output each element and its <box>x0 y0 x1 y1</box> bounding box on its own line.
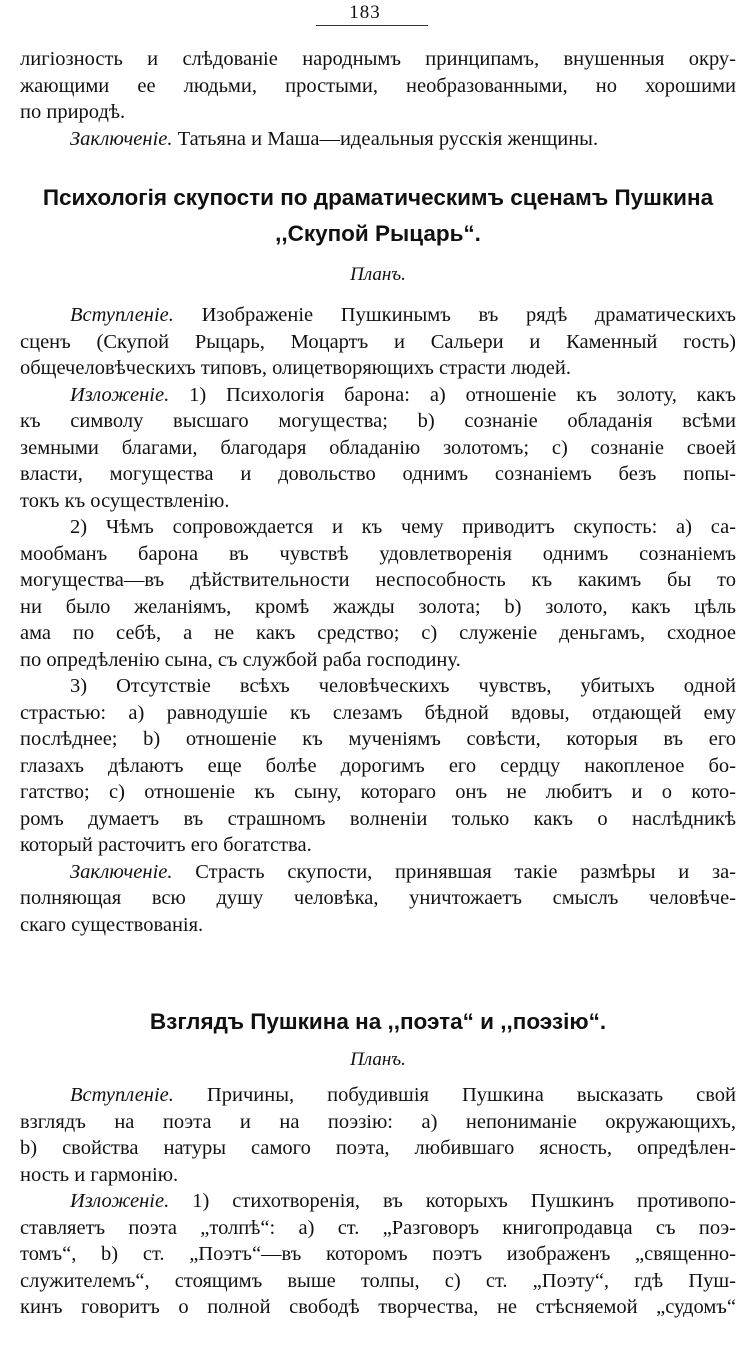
text-line: ность и гармонію. <box>20 1163 179 1186</box>
text-line: глазахъ дѣлаютъ еще болѣе дорогимъ его сердцу накопленое бо- <box>20 754 736 777</box>
text-line: кинъ говоритъ о полной свободѣ творчества, не стѣсняемой „судомъ“ <box>20 1296 736 1318</box>
text-line: служителемъ“, стоящимъ выше толпы, с) ст. „Поэту“, гдѣ Пуш- <box>20 1269 736 1292</box>
intro-label: Вступленіе. <box>70 1084 174 1106</box>
page-number: 183 <box>349 2 381 23</box>
heading-line: Взглядъ Пушкина на ,,поэта“ и ,,поэзію“. <box>149 1009 607 1034</box>
conclusion-line <box>20 859 736 886</box>
text-line: страстью: а) равнодушіе къ слезамъ бѣдной вдовы, отдающей ему <box>20 701 736 724</box>
section2-body <box>20 1082 736 1321</box>
intro-label: Вступленіе. <box>70 304 174 326</box>
text-line: взглядъ на поэта и на поэзію: а) непониманіе окружающихъ, <box>20 1110 736 1133</box>
text-line: скаго существованія. <box>20 913 204 936</box>
text-line: власти, могущества и довольство однимъ сознаніемъ безъ попы- <box>20 463 736 485</box>
text-line: послѣднее; b) отношеніе къ мученіямъ совѣсти, которыя въ его <box>20 728 736 750</box>
text-line: мообманъ барона въ чувствѣ удовлетворенія однимъ сознаніемъ <box>20 542 736 565</box>
text-line: могущества—въ дѣйствительности неспособность къ какимъ бы то <box>20 569 736 591</box>
text-line: по опредѣленію сына, съ службой раба господину. <box>20 648 461 671</box>
text-line: b) свойства натуры самого поэта, любившаго ясность, опредѣлен- <box>20 1137 736 1159</box>
text-line: земными благами, благодаря обладанію золотомъ; c) сознаніе своей <box>20 436 736 459</box>
intro-line <box>20 1082 736 1109</box>
text-line: лигіозность и слѣдованіе народнымъ принципамъ, внушенныя окру- <box>20 48 736 70</box>
text-line: ромъ думаетъ въ страшномъ волненіи только какъ о наслѣдникѣ <box>20 807 736 830</box>
plan-label: Планъ. <box>350 1049 406 1070</box>
text-line: ама по себѣ, а не какъ средство; с) служеніе деньгамъ, сходное <box>20 622 736 644</box>
text-line: гатство; с) отношеніе къ сыну, котораго онъ не любитъ и о кото- <box>20 781 736 803</box>
heading-line: Психологія скупости по драматическимъ сценамъ Пушкина <box>42 185 714 210</box>
heading-line: ,,Скупой Рыцарь“. <box>275 221 481 246</box>
text-line: общечеловѣческихъ типовъ, олицетворяющихъ страсти людей. <box>20 357 571 379</box>
section-heading-miserly-knight <box>20 180 736 252</box>
text-line: полняющая всю душу человѣка, уничтожаетъ смыслъ человѣче- <box>20 887 736 909</box>
conclusion-text: Страсть скупости, принявшая такіе размѣры и за- <box>172 860 736 883</box>
text-line: который расточитъ его богатства. <box>20 834 312 856</box>
section1-body <box>20 302 736 938</box>
page-header <box>0 0 751 30</box>
text-line: 2) Чѣмъ сопровождается и къ чему приводитъ скупость: а) са- <box>70 516 736 538</box>
exposition-label: Изложеніе. <box>70 1190 170 1212</box>
intro-text: Изображеніе Пушкинымъ въ рядѣ драматическихъ <box>173 304 736 326</box>
exposition-line <box>20 1188 736 1215</box>
exposition-line <box>20 382 736 409</box>
text-line: ни было желаніямъ, кромѣ жажды золота; b) золото, какъ цѣль <box>20 595 736 618</box>
text-line: по природѣ. <box>20 101 126 123</box>
section-heading-poet-and-poetry <box>20 1004 736 1040</box>
exposition-text: 1) Психологія барона: а) отношеніе къ золоту, какъ <box>169 383 736 406</box>
plan-label: Планъ. <box>350 264 406 285</box>
text-line: къ символу высшаго могущества; b) сознаніе обладанія всѣми <box>20 410 736 432</box>
text-line: 3) Отсутствіе всѣхъ человѣческихъ чувствъ, убитыхъ одной <box>70 675 736 697</box>
conclusion-label: Заключеніе. <box>70 860 173 883</box>
text-line: томъ“, b) ст. „Поэтъ“—въ которомъ поэтъ изображенъ „священно- <box>20 1243 736 1265</box>
intro-line <box>20 302 736 329</box>
conclusion-line <box>20 126 736 153</box>
continuation-paragraph <box>20 46 736 152</box>
header-rule <box>316 25 428 26</box>
text-line: токъ къ осуществленію. <box>20 489 230 512</box>
text-line: сценъ (Скупой Рыцарь, Моцартъ и Сальери и Каменный гость) <box>20 330 736 353</box>
intro-text: Причины, побудившія Пушкина высказать свой <box>173 1084 736 1106</box>
conclusion-label: Заключеніе. <box>70 127 173 150</box>
exposition-text: 1) стихотворенія, въ которыхъ Пушкинъ противопо- <box>169 1190 736 1212</box>
exposition-label: Изложеніе. <box>70 383 170 406</box>
conclusion-text: Татьяна и Маша—идеальныя русскія женщины. <box>172 127 599 150</box>
text-line: жающими ее людьми, простыми, необразованными, но хорошими <box>20 74 736 97</box>
text-line: ставляетъ поэта „толпѣ“: а) ст. „Разговоръ книгопродавца съ поэ- <box>20 1216 736 1239</box>
